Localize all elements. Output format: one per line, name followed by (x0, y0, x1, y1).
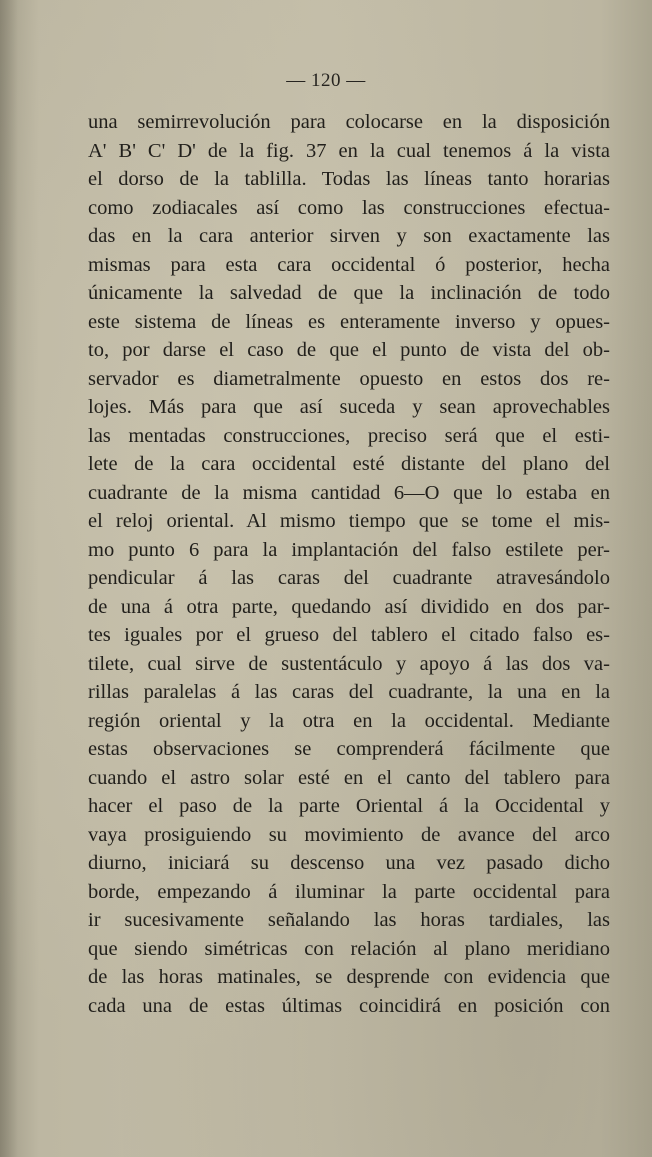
text-line: el dorso de la tablilla. Todas las líneas tanto horarias (88, 168, 610, 190)
text-line: este sistema de líneas es enteramente inverso y opues- (88, 310, 610, 333)
body-text (88, 108, 610, 1020)
page-edge-shadow (0, 0, 18, 1157)
text-line: das en la cara anterior sirven y son exactamente las (88, 225, 610, 247)
text-line: lete de la cara occidental esté distante del plano del (88, 453, 610, 475)
text-line: diurno, iniciará su descenso una vez pasado dicho (88, 852, 610, 874)
text-line: como zodiacales así como las construcciones efectua- (88, 196, 610, 219)
text-line: cuando el astro solar esté en el canto del tablero para (88, 766, 610, 789)
text-line: to, por darse el caso de que el punto de vista del ob- (88, 339, 610, 361)
text-line: tilete, cual sirve de sustentáculo y apoyo á las dos va- (88, 652, 610, 675)
text-line: las mentadas construcciones, preciso será que el esti- (88, 424, 610, 447)
text-line: mo punto 6 para la implantación del falso estilete per- (88, 538, 610, 561)
text-line: cuadrante de la misma cantidad 6—O que lo estaba en (88, 481, 610, 504)
text-line: vaya prosiguiendo su movimiento de avance del arco (88, 823, 610, 846)
text-line: tes iguales por el grueso del tablero el citado falso es- (88, 624, 610, 646)
text-line: el reloj oriental. Al mismo tiempo que se tome el mis- (88, 510, 610, 532)
text-line: mismas para esta cara occidental ó posterior, hecha (88, 253, 610, 276)
text-line: pendicular á las caras del cuadrante atravesándolo (88, 567, 610, 589)
text-line: estas observaciones se comprenderá fácilmente que (88, 738, 610, 760)
text-line: servador es diametralmente opuesto en estos dos re- (88, 367, 610, 390)
text-line: A' B' C' D' de la fig. 37 en la cual tenemos á la vista (88, 139, 610, 162)
text-line: de las horas matinales, se desprende con evidencia que (88, 966, 610, 988)
text-line: región oriental y la otra en la occidental. Mediante (88, 709, 610, 732)
text-line: hacer el paso de la parte Oriental á la Occidental y (88, 795, 610, 817)
page-number: — 120 — (286, 70, 366, 91)
text-line: borde, empezando á iluminar la parte occidental para (88, 880, 610, 903)
text-line: de una á otra parte, quedando así dividido en dos par- (88, 595, 610, 618)
text-line: lojes. Más para que así suceda y sean aprovechables (88, 396, 610, 418)
text-line: cada una de estas últimas coincidirá en posición con (88, 994, 610, 1017)
text-line: únicamente la salvedad de que la inclinación de todo (88, 282, 610, 304)
text-line: que siendo simétricas con relación al plano meridiano (88, 937, 610, 960)
text-line: ir sucesivamente señalando las horas tardiales, las (88, 909, 610, 931)
text-line: una semirrevolución para colocarse en la disposición (88, 111, 610, 133)
text-line: rillas paralelas á las caras del cuadrante, la una en la (88, 681, 610, 703)
